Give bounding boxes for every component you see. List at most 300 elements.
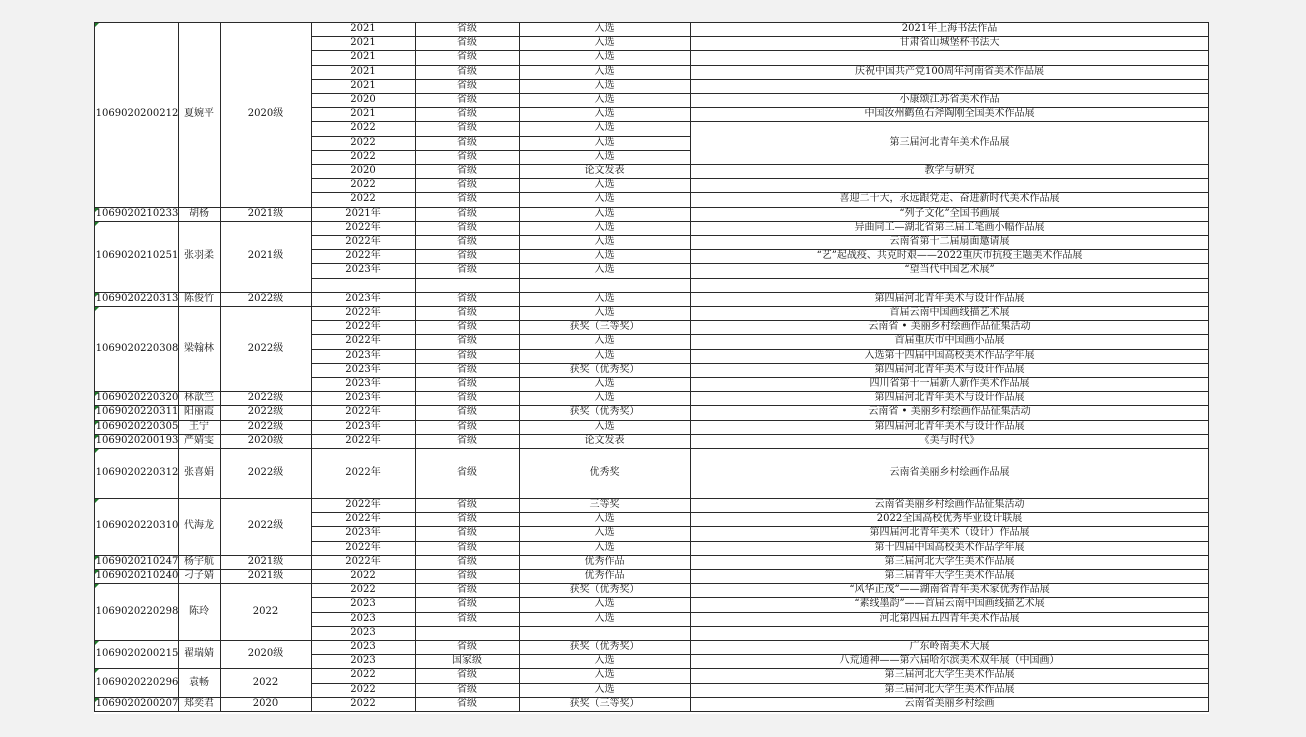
grid-line [311,22,312,711]
award-level-cell[interactable]: 省级 [457,179,477,191]
award-year-cell[interactable]: 2023年 [345,392,381,404]
exhibition-title-cell[interactable]: 第三届河北大学生美术作品展 [884,683,1015,695]
student-id-cell[interactable]: 1069020210233 [96,207,178,219]
student-grade-cell[interactable]: 2022级 [247,342,284,354]
grid-line [94,569,1209,570]
grid-line [220,22,221,711]
exhibition-title-cell[interactable]: 云南省第十二届扇面邀请展 [889,236,1010,248]
exhibition-title-cell[interactable]: 第三届河北青年美术作品展 [889,136,1010,148]
award-year-cell[interactable]: 2021 [350,23,376,35]
exhibition-title-cell[interactable]: 小康颂江苏省美术作品 [899,94,1000,106]
award-level-cell[interactable]: 省级 [457,321,477,333]
award-level-cell[interactable]: 省级 [457,392,477,404]
award-type-cell[interactable]: 入选 [594,292,615,304]
award-type-cell[interactable]: 优秀作品 [584,555,625,567]
grid-line [311,249,690,250]
grid-line [311,263,690,264]
student-grade-cell[interactable]: 2020 [252,697,279,709]
award-level-cell[interactable] [415,278,519,292]
student-name-cell[interactable]: 严婧雯 [184,434,214,446]
exhibition-title-cell[interactable]: 云南省 • 美丽乡村绘画作品征集活动 [868,406,1031,418]
award-year-cell[interactable]: 2021 [350,108,376,120]
exhibition-title-cell[interactable]: 第三届河北大学生美术作品展 [884,669,1015,681]
student-grade-cell[interactable]: 2022级 [247,420,284,432]
exhibition-title-cell[interactable]: 四川省第十一届新人新作美术作品展 [869,378,1030,390]
award-type-cell[interactable]: 入选 [594,207,615,219]
student-name-cell[interactable]: 夏婉平 [184,108,214,120]
award-year-cell[interactable]: 2021 [350,37,376,49]
exhibition-title-cell[interactable]: 云南省美丽乡村绘画 [904,697,995,709]
grid-line [690,50,1209,51]
grid-line [690,36,1209,37]
grid-line [311,136,690,137]
award-type-cell[interactable]: 获奖（优秀奖） [569,406,640,418]
award-year-cell[interactable]: 2023年 [345,363,381,375]
grid-line [690,683,1209,684]
award-year-cell[interactable]: 2022 [350,179,376,191]
exhibition-title-cell[interactable]: 云南省美丽乡村绘画作品征集活动 [874,499,1025,511]
award-year-cell[interactable]: 2022 [350,193,376,205]
award-year-cell[interactable]: 2020 [350,165,376,177]
exhibition-title-cell[interactable]: “望当代中国艺术展” [904,264,995,276]
student-name-cell[interactable]: 刁子婧 [184,570,214,582]
grid-line [311,235,690,236]
student-grade-cell[interactable]: 2020级 [247,648,284,660]
student-id-cell[interactable]: 1069020210251 [96,250,178,262]
grid-line [690,526,1209,527]
grid-line [311,334,690,335]
award-level-cell[interactable]: 省级 [457,94,477,106]
award-year-cell[interactable]: 2022年 [345,307,381,319]
award-level-cell[interactable]: 省级 [457,65,477,77]
student-grade-cell[interactable]: 2022级 [247,467,284,478]
award-level-cell[interactable]: 省级 [457,527,477,539]
exhibition-title-cell[interactable]: 八荒通神——第六届哈尔滨美术双年展（中国画） [839,655,1060,667]
award-type-cell[interactable] [519,626,690,640]
grid-line [519,22,520,711]
grid-line [690,612,1209,613]
award-level-cell[interactable]: 省级 [457,584,477,596]
award-year-cell[interactable]: 2022年 [345,541,381,553]
exhibition-title-cell[interactable]: 2021年上海书法作品 [901,23,998,35]
award-type-cell[interactable]: 入选 [594,420,615,432]
award-level-cell[interactable]: 省级 [457,165,477,177]
award-year-cell[interactable]: 2022年 [345,406,381,418]
award-level-cell[interactable] [415,626,519,640]
exhibition-title-cell[interactable]: “素线墨韵”——首届云南中国画线描艺术展 [854,598,1045,610]
student-id-cell[interactable]: 1069020220296 [96,676,178,688]
award-level-cell[interactable]: 省级 [457,335,477,347]
award-type-cell[interactable]: 入选 [594,51,615,63]
award-year-cell[interactable]: 2023年 [345,264,381,276]
award-year-cell[interactable]: 2023年 [345,420,381,432]
award-type-cell[interactable]: 入选 [594,598,615,610]
award-year-cell[interactable]: 2021 [350,65,376,77]
student-name-cell[interactable]: 王宁 [189,420,209,432]
grid-line [311,541,690,542]
award-level-cell[interactable]: 省级 [457,51,477,63]
grid-line [94,22,95,711]
award-type-cell[interactable]: 入选 [594,236,615,248]
exhibition-title-cell[interactable] [690,79,1209,93]
award-type-cell[interactable]: 入选 [594,65,615,77]
award-year-cell[interactable]: 2023年 [345,527,381,539]
student-grade-cell[interactable]: 2020级 [247,434,284,446]
award-year-cell[interactable]: 2022年 [345,236,381,248]
student-id-cell[interactable]: 1069020210240 [96,570,178,582]
award-type-cell[interactable]: 入选 [594,378,615,390]
student-name-cell[interactable]: 林歆竺 [184,392,214,404]
award-type-cell[interactable]: 论文发表 [584,165,625,177]
grid-line [311,121,690,122]
award-year-cell[interactable]: 2021 [350,51,376,63]
award-year-cell[interactable]: 2022 [350,570,376,582]
student-name-cell[interactable]: 陈玲 [189,605,209,617]
exhibition-title-cell[interactable]: 第四届河北青年美术与设计作品展 [874,363,1025,375]
exhibition-title-cell[interactable] [690,50,1209,64]
grid-line [690,235,1209,236]
student-name-cell[interactable]: 翟瑞婧 [184,648,214,660]
grid-line [311,65,690,66]
exhibition-title-cell[interactable]: 云南省美丽乡村绘画作品展 [889,467,1010,478]
grid-line [311,512,690,513]
student-grade-cell[interactable]: 2020级 [247,108,284,120]
student-id-cell[interactable]: 1069020210247 [96,555,178,567]
award-year-cell[interactable]: 2022 [350,122,376,134]
student-grade-cell[interactable]: 2022级 [247,392,284,404]
exhibition-title-cell[interactable]: “风华正茂”——湖南省青年美术家优秀作品展 [849,584,1050,596]
award-type-cell[interactable]: 入选 [594,136,615,148]
award-level-cell[interactable]: 省级 [457,683,477,695]
student-grade-cell[interactable]: 2021级 [247,250,284,262]
exhibition-title-cell[interactable]: 第四届河北青年美术与设计作品展 [874,392,1025,404]
award-type-cell[interactable]: 入选 [594,335,615,347]
grid-line [94,306,1209,307]
grid-line [94,22,1209,23]
student-grade-cell[interactable]: 2022级 [247,292,284,304]
award-level-cell[interactable]: 省级 [457,641,477,653]
award-year-cell[interactable]: 2022年 [345,555,381,567]
award-level-cell[interactable]: 省级 [457,570,477,582]
grid-line [690,349,1209,350]
award-level-cell[interactable]: 省级 [457,555,477,567]
award-level-cell[interactable]: 省级 [457,669,477,681]
award-year-cell[interactable]: 2023 [350,598,376,610]
grid-line [94,640,1209,641]
award-year-cell[interactable]: 2022 [350,136,376,148]
award-type-cell[interactable]: 入选 [594,612,615,624]
award-year-cell[interactable]: 2022年 [345,513,381,525]
exhibition-title-cell[interactable]: 云南省 • 美丽乡村绘画作品征集活动 [868,321,1031,333]
award-year-cell[interactable]: 2022年 [345,335,381,347]
award-year-cell[interactable]: 2022 [350,584,376,596]
award-type-cell[interactable]: 入选 [594,392,615,404]
student-grade-cell[interactable]: 2022级 [247,520,284,532]
award-level-cell[interactable]: 省级 [457,363,477,375]
student-grade-cell[interactable]: 2021级 [247,570,284,582]
award-level-cell[interactable]: 省级 [457,37,477,49]
student-name-cell[interactable]: 张羽柔 [184,250,214,262]
award-level-cell[interactable]: 省级 [457,23,477,35]
award-type-cell[interactable]: 入选 [594,23,615,35]
student-id-cell[interactable]: 1069020220305 [96,420,178,432]
grid-line [311,107,690,108]
award-level-cell[interactable]: 国家级 [452,655,482,667]
grid-line [690,93,1209,94]
award-year-cell[interactable]: 2023 [350,626,376,638]
grid-line [311,349,690,350]
award-type-cell[interactable]: 入选 [594,250,615,262]
grid-line [311,93,690,94]
award-type-cell[interactable]: 获奖（优秀奖） [569,641,640,653]
grid-line [311,50,690,51]
exhibition-title-cell[interactable] [690,626,1209,640]
grid-line [94,668,1209,669]
grid-line [690,121,1209,122]
award-level-cell[interactable]: 省级 [457,541,477,553]
exhibition-title-cell[interactable]: 教学与研究 [924,165,975,177]
exhibition-title-cell[interactable]: 河北第四届五四青年美术作品展 [879,612,1020,624]
award-type-cell[interactable]: 入选 [594,541,615,553]
award-year-cell[interactable]: 2023年 [345,349,381,361]
student-grade-cell[interactable]: 2022级 [247,406,284,418]
award-year-cell[interactable]: 2022年 [345,499,381,511]
award-year-cell[interactable]: 2022 [350,150,376,162]
student-name-cell[interactable]: 郑奕君 [184,697,214,709]
award-type-cell[interactable]: 入选 [594,122,615,134]
grid-line [690,192,1209,193]
exhibition-title-cell[interactable]: 异曲同工—湖北省第三届工笔画小幅作品展 [854,221,1045,233]
award-type-cell[interactable]: 入选 [594,683,615,695]
award-type-cell[interactable]: 入选 [594,307,615,319]
award-type-cell[interactable]: 入选 [594,94,615,106]
exhibition-title-cell[interactable]: 入选第十四届中国高校美术作品学年展 [864,349,1035,361]
grid-line [690,597,1209,598]
award-level-cell[interactable]: 省级 [457,434,477,446]
student-name-cell[interactable]: 梁翰林 [184,342,214,354]
student-id-cell[interactable]: 1069020220311 [96,406,178,418]
student-name-cell[interactable]: 胡杨 [189,207,209,219]
award-level-cell[interactable]: 省级 [457,122,477,134]
exhibition-title-cell[interactable]: 第四届河北青年美术与设计作品展 [874,292,1025,304]
award-year-cell[interactable]: 2022 [350,683,376,695]
award-level-cell[interactable]: 省级 [457,292,477,304]
student-name-cell[interactable]: 陈俊竹 [184,292,214,304]
award-year-cell[interactable]: 2023 [350,641,376,653]
exhibition-title-cell[interactable]: 首届云南中国画线描艺术展 [889,307,1010,319]
award-type-cell[interactable]: 入选 [594,37,615,49]
award-level-cell[interactable]: 省级 [457,406,477,418]
grid-line [311,363,690,364]
award-level-cell[interactable]: 省级 [457,236,477,248]
student-id-cell[interactable]: 1069020200207 [96,697,178,709]
exhibition-title-cell[interactable]: 中国汝州鹳鱼石斧陶刚全国美术作品展 [864,108,1035,120]
grid-line [311,278,690,279]
grid-line [690,107,1209,108]
grid-line [311,654,690,655]
grid-line [690,22,691,711]
exhibition-title-cell[interactable] [690,178,1209,192]
student-name-cell[interactable]: 代海龙 [184,520,214,532]
grid-line [94,207,1209,208]
grid-line [690,178,1209,179]
grid-line [690,626,1209,627]
grid-line [690,541,1209,542]
award-level-cell[interactable]: 省级 [457,598,477,610]
award-year-cell[interactable]: 2023年 [345,292,381,304]
grid-line [1208,22,1209,711]
student-id-cell[interactable]: 1069020220308 [96,342,178,354]
exhibition-title-cell[interactable]: 广东岭南美术大展 [909,641,990,653]
grid-line [311,320,690,321]
award-type-cell[interactable]: 入选 [594,108,615,120]
award-level-cell[interactable]: 省级 [457,250,477,262]
award-year-cell[interactable]: 2022年 [345,321,381,333]
award-level-cell[interactable]: 省级 [457,499,477,511]
exhibition-title-cell[interactable]: 喜迎二十大，永远跟党走、奋进新时代美术作品展 [839,193,1060,205]
grid-line [311,150,690,151]
award-type-cell[interactable]: 优秀奖 [589,467,620,478]
exhibition-title-cell[interactable]: 第四届河北青年美术（设计）作品展 [869,527,1030,539]
award-level-cell[interactable]: 省级 [457,221,477,233]
award-type-cell[interactable]: 入选 [594,349,615,361]
award-type-cell[interactable]: 入选 [594,655,615,667]
student-id-cell[interactable]: 1069020220310 [96,520,178,532]
student-id-cell[interactable]: 1069020220298 [96,605,178,617]
exhibition-title-cell[interactable]: 甘肃省山城堡杯书法大 [899,37,1000,49]
exhibition-title-cell[interactable]: 《美与时代》 [919,434,980,446]
grid-line [311,79,690,80]
student-name-cell[interactable]: 阳丽霞 [184,406,214,418]
student-id-cell[interactable]: 1069020200193 [96,434,178,446]
award-year-cell[interactable]: 2022年 [345,250,381,262]
award-type-cell[interactable]: 获奖（三等奖） [569,321,640,333]
award-type-cell[interactable]: 优秀作品 [584,570,625,582]
grid-line [690,654,1209,655]
student-name-cell[interactable]: 袁畅 [189,676,209,688]
award-type-cell[interactable]: 论文发表 [584,434,625,446]
award-type-cell[interactable]: 入选 [594,193,615,205]
grid-line [690,377,1209,378]
award-type-cell[interactable]: 入选 [594,150,615,162]
student-grade-cell[interactable]: 2022 [252,605,279,617]
student-id-cell[interactable]: 1069020220320 [96,392,178,404]
award-level-cell[interactable]: 省级 [457,349,477,361]
exhibition-title-cell[interactable]: 第三届青年大学生美术作品展 [884,570,1015,582]
grid-line [94,498,1209,499]
grid-line [415,22,416,711]
spreadsheet-grid[interactable] [94,22,1209,714]
exhibition-title-cell[interactable]: 第三届河北大学生美术作品展 [884,555,1015,567]
award-level-cell[interactable]: 省级 [457,108,477,120]
award-year-cell[interactable]: 2022年 [345,467,381,478]
award-type-cell[interactable]: 入选 [594,513,615,525]
award-level-cell[interactable]: 省级 [457,193,477,205]
grid-line [690,334,1209,335]
award-year-cell[interactable]: 2022年 [345,434,381,446]
award-type-cell[interactable]: 入选 [594,221,615,233]
award-year-cell[interactable]: 2023 [350,655,376,667]
award-year-cell[interactable]: 2022 [350,697,376,709]
award-level-cell[interactable]: 省级 [457,79,477,91]
award-level-cell[interactable]: 省级 [457,420,477,432]
award-level-cell[interactable]: 省级 [457,136,477,148]
award-type-cell[interactable]: 入选 [594,179,615,191]
award-level-cell[interactable]: 省级 [457,378,477,390]
award-year-cell[interactable]: 2021年 [345,207,381,219]
grid-line [94,555,1209,556]
award-year-cell[interactable]: 2020 [350,94,376,106]
grid-line [94,711,1209,712]
award-type-cell[interactable] [519,278,690,292]
exhibition-title-cell[interactable]: 首届重庆市中国画小品展 [894,335,1005,347]
grid-line [690,164,1209,165]
exhibition-title-cell[interactable]: 2022全国高校优秀毕业设计联展 [876,513,1023,525]
exhibition-title-cell[interactable]: 庆祝中国共产党100周年河南省美术作品展 [854,65,1045,77]
award-type-cell[interactable]: 入选 [594,264,615,276]
award-year-cell[interactable]: 2022 [350,669,376,681]
student-name-cell[interactable]: 杨宇航 [184,555,214,567]
award-level-cell[interactable]: 省级 [457,207,477,219]
student-grade-cell[interactable]: 2021级 [247,555,284,567]
student-name-cell[interactable]: 张喜娟 [184,467,214,478]
exhibition-title-cell[interactable]: “列子文化”全国书画展 [899,207,1000,219]
student-id-cell[interactable]: 1069020220313 [96,292,178,304]
award-year-cell[interactable]: 2021 [350,79,376,91]
award-level-cell[interactable]: 省级 [457,150,477,162]
grid-line [94,221,1209,222]
exhibition-title-cell[interactable]: “艺”起战疫、共克时艰——2022重庆市抗疫主题美术作品展 [816,250,1083,262]
exhibition-title-cell[interactable]: 第四届河北青年美术与设计作品展 [874,420,1025,432]
grid-line [94,405,1209,406]
student-id-cell[interactable]: 1069020200215 [96,648,178,660]
award-year-cell[interactable] [311,278,415,292]
grid-line [94,391,1209,392]
exhibition-title-cell[interactable]: 第十四届中国高校美术作品学年展 [874,541,1025,553]
grid-line [94,697,1209,698]
award-level-cell[interactable]: 省级 [457,513,477,525]
grid-line [690,263,1209,264]
grid-line [690,512,1209,513]
award-type-cell[interactable]: 入选 [594,527,615,539]
grid-line [94,583,1209,584]
award-year-cell[interactable]: 2023 [350,612,376,624]
grid-line [311,626,690,627]
student-id-cell[interactable]: 1069020200212 [96,108,178,120]
award-year-cell[interactable]: 2023年 [345,378,381,390]
grid-line [311,526,690,527]
award-type-cell[interactable]: 三等奖 [589,499,620,511]
award-type-cell[interactable]: 获奖（优秀奖） [569,363,640,375]
student-grade-cell[interactable]: 2021级 [247,207,284,219]
grid-line [311,36,690,37]
award-level-cell[interactable]: 省级 [457,697,477,709]
student-grade-cell[interactable]: 2022 [252,676,279,688]
award-level-cell[interactable]: 省级 [457,612,477,624]
exhibition-title-cell[interactable] [690,278,1209,292]
grid-line [690,65,1209,66]
award-type-cell[interactable]: 获奖（三等奖） [569,697,640,709]
student-id-cell[interactable]: 1069020220312 [96,467,178,478]
award-level-cell[interactable]: 省级 [457,307,477,319]
award-type-cell[interactable]: 入选 [594,669,615,681]
award-type-cell[interactable]: 入选 [594,79,615,91]
award-type-cell[interactable]: 获奖（优秀奖） [569,584,640,596]
award-year-cell[interactable]: 2022年 [345,221,381,233]
grid-line [311,377,690,378]
award-level-cell[interactable]: 省级 [457,264,477,276]
award-level-cell[interactable]: 省级 [457,467,477,478]
